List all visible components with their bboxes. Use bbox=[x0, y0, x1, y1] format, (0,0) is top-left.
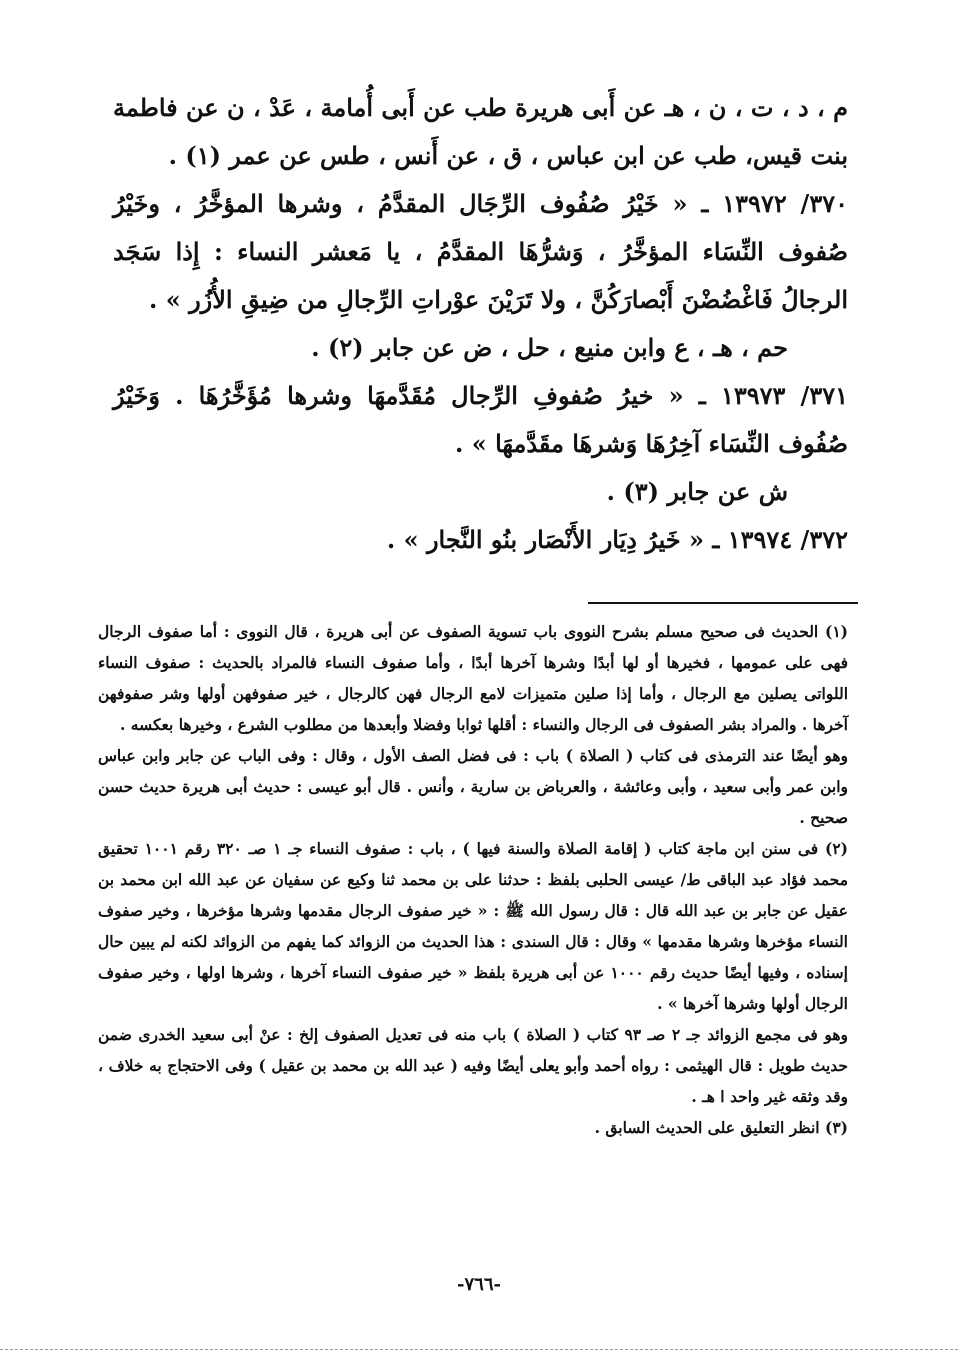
footnotes bbox=[98, 616, 848, 1143]
hadith-13972: ٣٧٠/ ١٣٩٧٢ ـ « خَيْرُ صُفُوف الرِّجَال المقدَّمُ ، وشرها المؤخَّرُ ، وخَيْرُ صُفوف النِّسَاء المؤخَّرُ ، وَشرُّهَا المقدَّمُ ، يا مَعشر النساء : إِذا سَجَد الرجالُ فَاغْضُضْنَ أَبْصارَكُنَّ ، ولا تَرَيْنَ عوْراتِ الرِّجالِ من ضِيقِ الأُزُر » . bbox=[113, 189, 848, 314]
hadith-text bbox=[113, 84, 848, 564]
footnote-1: (١) الحديث فى صحيح مسلم بشرح النووى باب تسوية الصفوف عن أبى هريرة ، قال النووى : أما صفوف الرجال فهى على عمومها ، فخيرها أو لها أبدًا وشرها آخرها أبدًا ، وأما صفوف النساء فالمراد بالحديث : صفوف النساء اللواتى يصلين مع الرجال ، وأما إذا صلين متميزات لامع الرجال فهن كالرجال ، خير صفوفهن أولها وشر صفوفهن آخرها . والمراد بشر الصفوف فى الرجال والنساء : أقلها ثوابا وفضلا وأبعدها من مطلوب الشرع ، وخيرها بعكسه . bbox=[98, 622, 848, 734]
source-line-1: م ، د ، ت ، ن ، هـ عن أَبى هريرة طب عن أَبى أُمامة ، عَدْ ، ن عن فاطمة بنت قيس، طب عن ابن عباس ، ق ، عن أَنس ، طس عن عمر (١) . bbox=[113, 93, 848, 170]
source-line-2: حم ، هـ ، ع وابن منيع ، حل ، ض عن جابر (٢) . bbox=[311, 333, 788, 362]
hadith-13973: ٣٧١/ ١٣٩٧٣ ـ « خيرُ صُفوفِ الرِّجال مُقَدَّمهَا وشرها مُؤَخَّرُهَا . وَخَيْرُ صُفُوف النِّسَاء آخِرُهَا وَشرهَا مقَدَّمهَا » . bbox=[113, 381, 848, 458]
footnote-separator bbox=[588, 602, 858, 604]
footnote-1-continued: وهو أيضًا عند الترمذى فى كتاب ( الصلاة ) باب : فى فضل الصف الأول ، وقال : وفى الباب عن جابر وابن عباس وابن عمر وأبى سعيد ، وأبى وعائشة ، والعرباض بن سارية ، وأنس . قال أبو عيسى : حديث أبى هريرة حديث حسن صحيح . bbox=[98, 746, 848, 827]
footnote-2-continued: وهو فى مجمع الزوائد جـ ٢ صـ ٩٣ كتاب ( الصلاة ) باب منه فى تعديل الصفوف إلخ : عنْ أبى سعيد الخدرى ضمن حديث طويل : قال الهيثمى : رواه أحمد وأبو يعلى أيضًا وفيه ( عبد الله بن محمد بن عقيل ) وفى الاحتجاج به خلاف ، وقد وثقه غير واحد ا هـ . bbox=[98, 1025, 848, 1106]
page-number: -٧٦٦- bbox=[457, 1274, 501, 1295]
footnote-3: (٣) انظر التعليق على الحديث السابق . bbox=[594, 1118, 848, 1137]
scan-edge-line bbox=[0, 1349, 958, 1350]
source-line-3: ش عن جابر (٣) . bbox=[606, 477, 788, 506]
hadith-13974: ٣٧٢/ ١٣٩٧٤ ـ « خَيرُ دِيَار الأَنْصَار بنُو النَّجار » . bbox=[386, 525, 848, 554]
footnote-2: (٢) فى سنن ابن ماجة كتاب ( إقامة الصلاة والسنة فيها ) ، باب : صفوف النساء جـ ١ صـ ٣٢٠ رقم ١٠٠١ تحقيق محمد فؤاد عبد الباقى ط/ عيسى الحلبى بلفظ : حدثنا على بن محمد ثنا وكيع عن سفيان عن عبد الله ابن محمد بن عقيل عن جابر بن عبد الله قال : قال رسول الله ﷺ : « خير صفوف الرجال مقدمها وشرها مؤخرها ، وخير صفوف النساء مؤخرها وشرها مقدمها » وقال : قال السندى : هذا الحديث من الزوائد كما يفهم من الزوائد لكنه لم يبين حال إسناده ، وفيها أيضًا حديث رقم ١٠٠٠ عن أبى هريرة بلفظ « خير صفوف النساء آخرها ، وشرها اولها ، وخير صفوف الرجال أولها وشرها آخرها » . bbox=[98, 839, 848, 1013]
